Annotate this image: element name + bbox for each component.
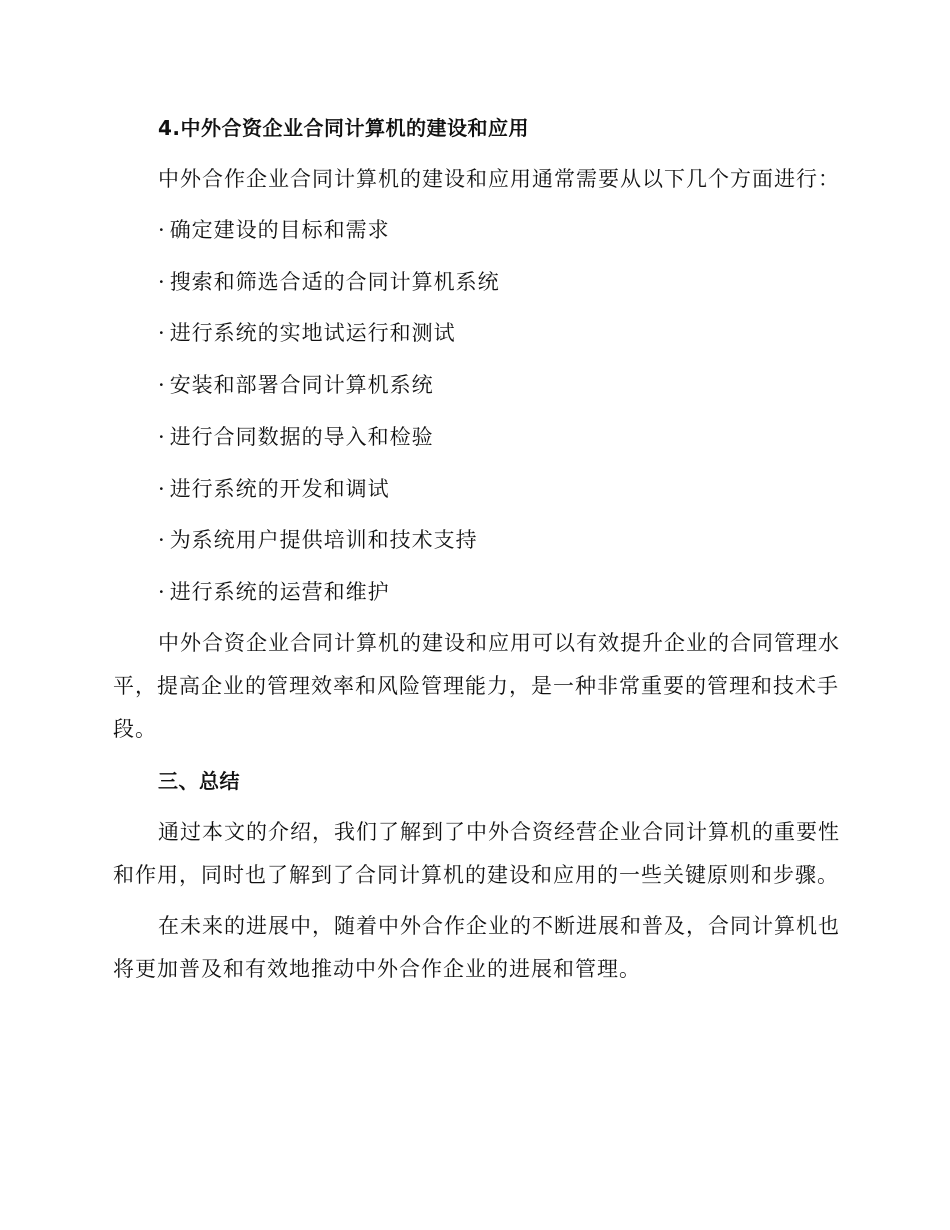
bullet-marker: · [158,218,166,242]
list-item [158,577,390,607]
bullet-marker: · [158,477,166,501]
bullet-marker: · [158,373,166,397]
summary-paragraph-line: 在未来的进展中，随着中外合作企业的不断进展和普及，合同计算机也 [158,914,840,938]
list-item [158,474,390,504]
conclusion-paragraph-line: 段。 [113,717,157,741]
list-item [158,422,434,452]
bullet-marker: · [158,321,166,345]
list-item [158,267,500,297]
bullet-marker: · [158,528,166,552]
bullet-marker: · [158,270,166,294]
list-item [158,318,456,348]
summary-heading: 三、总结 [158,769,240,793]
list-item [158,370,434,400]
summary-paragraph-line: 通过本文的介绍，我们了解到了中外合资经营企业合同计算机的重要性 [158,820,840,844]
summary-paragraph-line: 将更加普及和有效地推动中外合作企业的进展和管理。 [113,957,641,981]
list-item-text: 进行系统的运营和维护 [169,580,390,604]
section-heading: 4.中外合资企业合同计算机的建设和应用 [158,116,530,140]
bullet-marker: · [158,425,166,449]
list-item-text: 安装和部署合同计算机系统 [169,373,434,397]
list-item [158,525,478,555]
list-item-text: 搜索和筛选合适的合同计算机系统 [169,270,500,294]
bullet-marker: · [158,580,166,604]
list-item [158,215,390,245]
list-item-text: 进行系统的开发和调试 [169,477,390,501]
list-item-text: 为系统用户提供培训和技术支持 [169,528,478,552]
conclusion-paragraph-line: 中外合资企业合同计算机的建设和应用可以有效提升企业的合同管理水 [158,631,840,655]
list-item-text: 确定建设的目标和需求 [169,218,390,242]
intro-paragraph: 中外合作企业合同计算机的建设和应用通常需要从以下几个方面进行： [158,167,840,191]
conclusion-paragraph-line: 平，提高企业的管理效率和风险管理能力，是一种非常重要的管理和技术手 [113,674,839,698]
list-item-text: 进行合同数据的导入和检验 [169,425,434,449]
summary-paragraph-line: 和作用，同时也了解到了合同计算机的建设和应用的一些关键原则和步骤。 [113,863,839,887]
list-item-text: 进行系统的实地试运行和测试 [169,321,456,345]
